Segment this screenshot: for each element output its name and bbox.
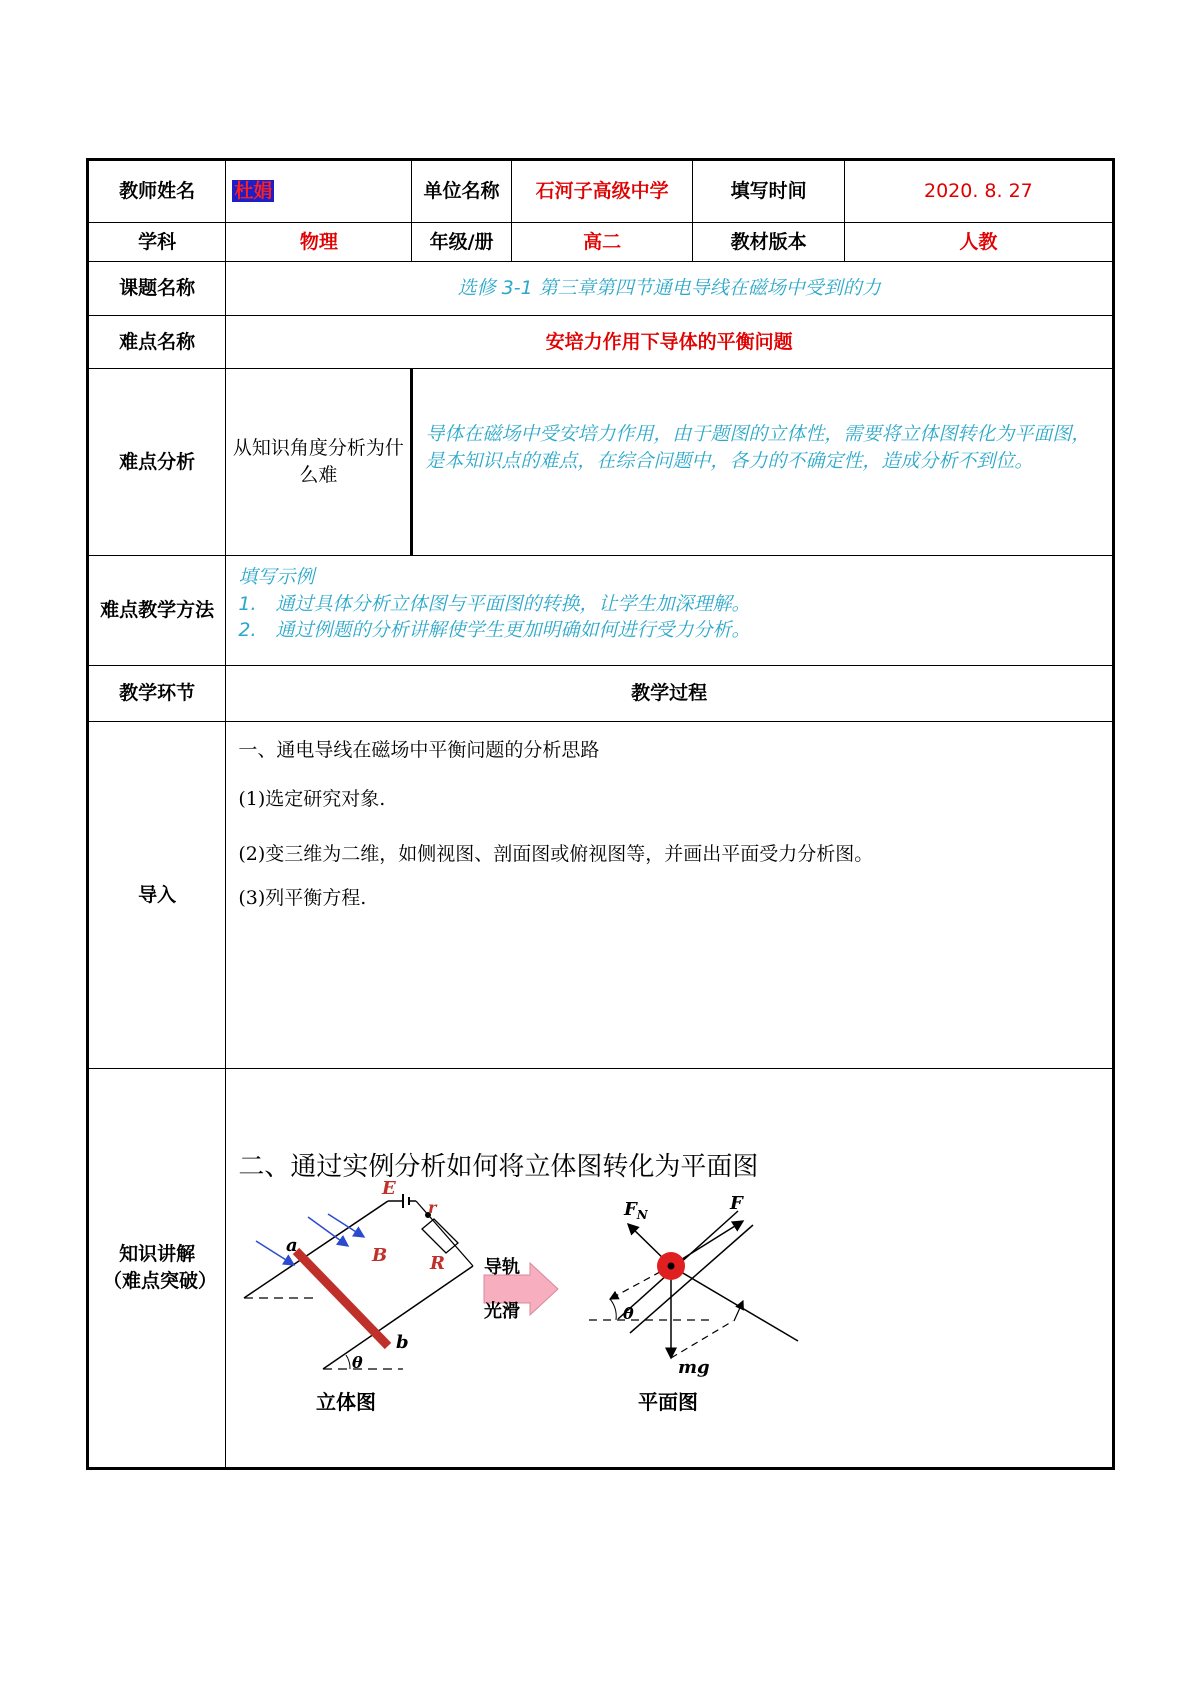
method-cell xyxy=(226,556,1114,666)
label-FN-main: F xyxy=(624,1199,638,1221)
fill-time-label: 填写时间 xyxy=(693,160,844,223)
teacher-name: 杜娟 xyxy=(234,180,273,203)
process-label: 教学环节 xyxy=(88,666,226,722)
method-item-1: 1. 通过具体分析立体图与平面图的转换，让学生加深理解。 xyxy=(238,592,751,615)
method-example: 填写示例 xyxy=(238,566,315,588)
knowledge-label: 知识讲解（难点突破） xyxy=(88,1069,226,1469)
subject-label: 学科 xyxy=(88,223,226,262)
unit-label: 单位名称 xyxy=(412,160,511,223)
process-value: 教学过程 xyxy=(226,666,1114,722)
arrow-label-2: 光滑 xyxy=(484,1301,521,1323)
label-B: B xyxy=(372,1245,388,1267)
method-item-2: 2. 通过例题的分析讲解使学生更加明确如何进行受力分析。 xyxy=(238,619,751,642)
right-caption: 平面图 xyxy=(638,1390,699,1415)
label-E: E xyxy=(382,1178,397,1200)
rail-top xyxy=(244,1201,388,1298)
teacher-name-label: 教师姓名 xyxy=(88,160,226,223)
knowledge-heading: 二、通过实例分析如何将立体图转化为平面图 xyxy=(238,1152,759,1182)
intro-step-2: (2)变三维为二维，如侧视图、剖面图或俯视图等，并画出平面受力分析图。 xyxy=(238,843,874,865)
intro-label: 导入 xyxy=(88,722,226,1069)
label-b: b xyxy=(396,1332,409,1354)
current-dot xyxy=(668,1263,675,1270)
label-r: r xyxy=(428,1198,437,1218)
knowledge-cell xyxy=(226,1069,1114,1469)
plane-view xyxy=(589,1193,798,1414)
parallelogram-dash xyxy=(671,1321,733,1358)
topic-value: 选修 3-1 第三章第四节通电导线在磁场中受到的力 xyxy=(226,262,1114,316)
edition-value: 人教 xyxy=(844,223,1113,262)
label-theta-right: θ xyxy=(623,1304,635,1324)
theta-arc-left xyxy=(346,1355,350,1369)
fill-time-value: 2020. 8. 27 xyxy=(844,160,1113,223)
label-F: F xyxy=(730,1193,744,1215)
unit-value: 石河子高级中学 xyxy=(511,160,693,223)
lesson-plan-table xyxy=(86,158,1115,1470)
label-mg: mg xyxy=(678,1357,711,1379)
rail-bottom xyxy=(323,1266,473,1369)
intro-step-3: (3)列平衡方程. xyxy=(238,886,367,909)
grade-label: 年级/册 xyxy=(412,223,511,262)
method-label: 难点教学方法 xyxy=(88,556,226,666)
label-theta-left: θ xyxy=(352,1353,364,1373)
field-line-1 xyxy=(328,1214,364,1237)
difficulty-value: 安培力作用下导体的平衡问题 xyxy=(226,316,1114,369)
intro-cell xyxy=(226,722,1114,1069)
incline-surface xyxy=(671,1266,798,1341)
theta-arc-right xyxy=(610,1299,616,1320)
difficulty-label: 难点名称 xyxy=(88,316,226,369)
teacher-name-cell xyxy=(226,160,412,223)
edition-label: 教材版本 xyxy=(693,223,844,262)
label-R: R xyxy=(430,1253,446,1275)
left-caption: 立体图 xyxy=(316,1390,377,1415)
label-FN xyxy=(623,1199,649,1222)
incline-line-2 xyxy=(630,1225,753,1333)
grade-value: 高二 xyxy=(511,223,693,262)
arrow-label-1: 导轨 xyxy=(484,1257,521,1279)
label-FN-sub: N xyxy=(637,1208,649,1223)
analysis-label: 难点分析 xyxy=(88,369,226,556)
intro-step-1: (1)选定研究对象. xyxy=(238,787,386,810)
topic-label: 课题名称 xyxy=(88,262,226,316)
intro-heading: 一、通电导线在磁场中平衡问题的分析思路 xyxy=(238,739,600,761)
resistor-box xyxy=(422,1219,458,1253)
stereo-view xyxy=(244,1178,473,1414)
label-a: a xyxy=(286,1235,299,1257)
subject-value: 物理 xyxy=(226,223,412,262)
force-diagram xyxy=(238,1178,838,1421)
analysis-text: 导体在磁场中受安培力作用，由于题图的立体性，需要将立体图转化为平面图，是本知识点的难点，在综合问题中，各力的不确定性，造成分析不到位。 xyxy=(412,369,1114,556)
analysis-sub-label: 从知识角度分析为什么难 xyxy=(226,369,412,556)
transform-arrow xyxy=(484,1256,558,1322)
